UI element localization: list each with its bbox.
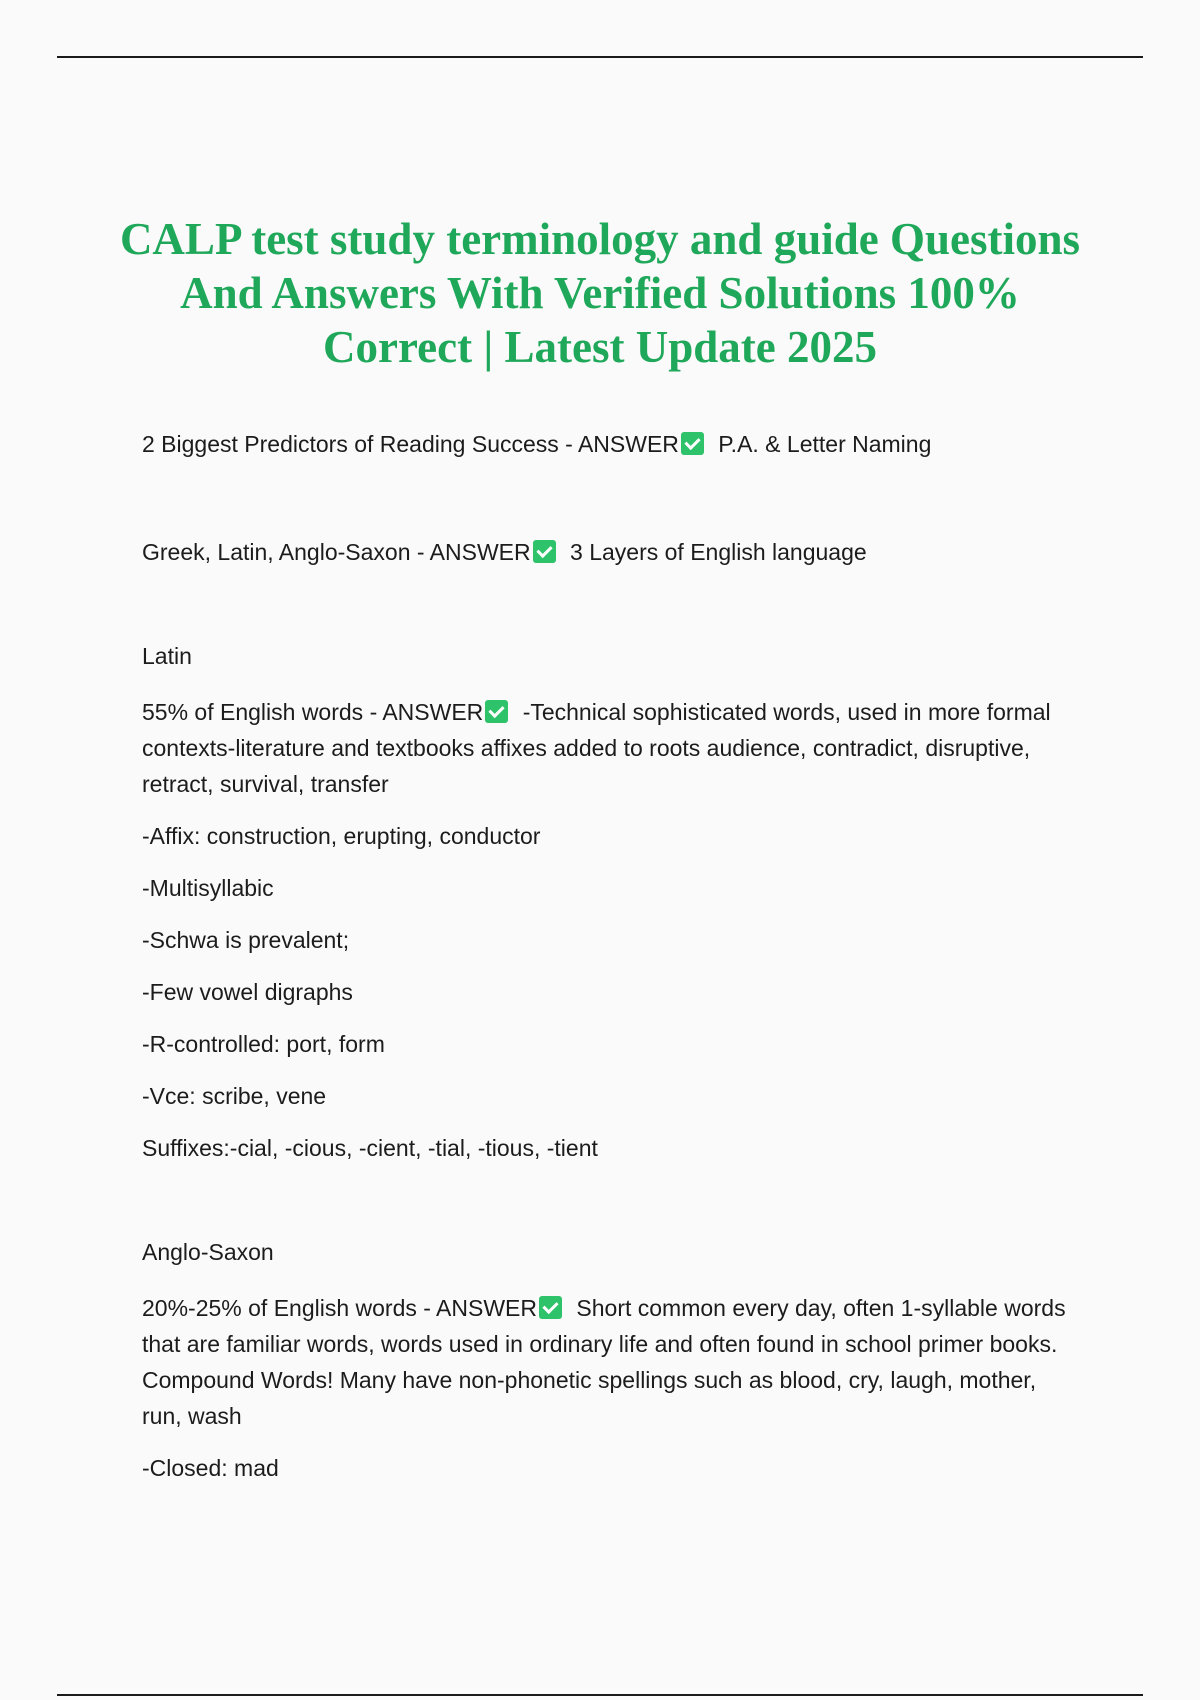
section-heading-anglo-saxon: Anglo-Saxon xyxy=(142,1239,274,1265)
list-item: -Vce: scribe, vene xyxy=(142,1083,327,1109)
check-mark-icon xyxy=(681,432,704,455)
question-text: 55% of English words - xyxy=(142,699,383,725)
answer-text: 3 Layers of English language xyxy=(570,539,867,565)
qa-item xyxy=(142,1290,1072,1434)
section-heading-latin: Latin xyxy=(142,643,192,669)
question-text: Greek, Latin, Anglo-Saxon - xyxy=(142,539,430,565)
document-body xyxy=(142,426,1072,1486)
answer-text: Short common every day, often 1-syllable words that are familiar words, words used in ordinary life and often found in school primer books. Compound Words! Many have non-phonetic spellings such as blood, cry, laugh, mother, run, wash xyxy=(142,1295,1066,1429)
qa-item xyxy=(142,694,1072,802)
check-mark-icon xyxy=(485,700,508,723)
list-item: -Schwa is prevalent; xyxy=(142,927,350,953)
list-item: -Affix: construction, erupting, conductor xyxy=(142,823,541,849)
qa-item xyxy=(142,534,1072,570)
answer-marker: ANSWER xyxy=(436,1295,537,1321)
list-item: Suffixes:-cial, -cious, -cient, -tial, -tious, -tient xyxy=(142,1135,598,1161)
question-text: 2 Biggest Predictors of Reading Success - xyxy=(142,431,578,457)
list-item: -Few vowel digraphs xyxy=(142,979,353,1005)
question-text: 20%-25% of English words - xyxy=(142,1295,437,1321)
bottom-rule xyxy=(57,1694,1143,1696)
top-rule xyxy=(57,56,1143,58)
qa-item xyxy=(142,426,1072,462)
answer-marker: ANSWER xyxy=(429,539,531,565)
check-mark-icon xyxy=(539,1296,562,1319)
list-item: -Closed: mad xyxy=(142,1455,279,1481)
answer-text: P.A. & Letter Naming xyxy=(718,431,932,457)
document-title: CALP test study terminology and guide Questions And Answers With Verified Solutions 100% Correct | Latest Update 2025 xyxy=(119,214,1081,372)
answer-text: -Technical sophisticated words, used in more formal contexts-literature and textbooks affixes added to roots audience, contradict, disruptive, retract, survival, transfer xyxy=(142,699,1051,797)
list-item: -Multisyllabic xyxy=(142,875,274,901)
answer-marker: ANSWER xyxy=(382,699,484,725)
check-mark-icon xyxy=(533,540,556,563)
list-item: -R-controlled: port, form xyxy=(142,1031,385,1057)
answer-marker: ANSWER xyxy=(577,431,679,457)
